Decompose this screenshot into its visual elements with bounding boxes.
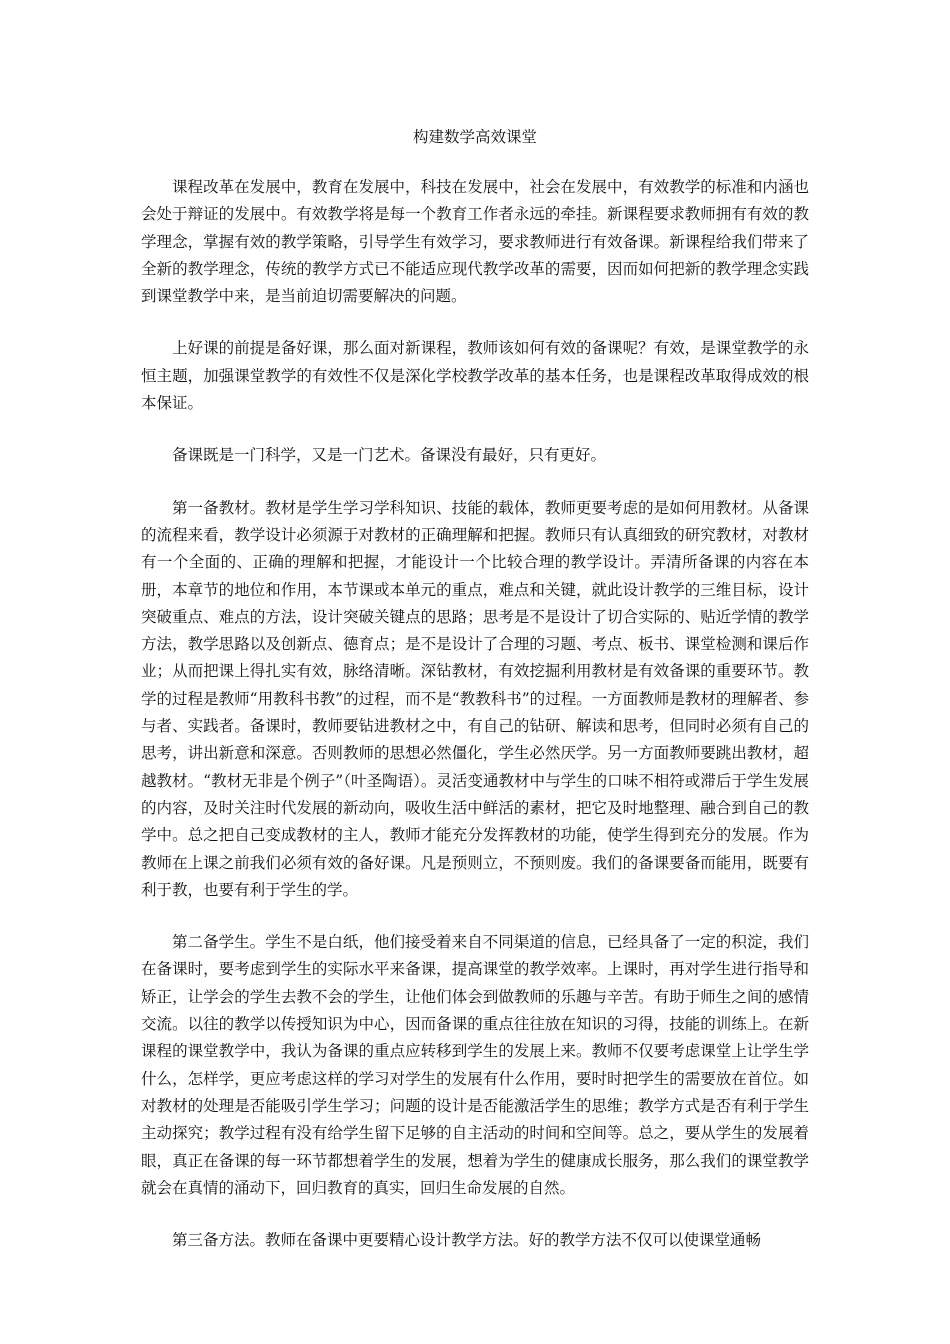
paragraph-students: 第二备学生。学生不是白纸，他们接受着来自不同渠道的信息，已经具备了一定的积淀，我们在备课时，要考虑到学生的实际水平来备课，提高课堂的教学效率。上课时，再对学生进行指导和矫正，让学会的学生去教不会的学生，让他们体会到做教师的乐趣与辛苦。有助于师生之间的感情交流。以往的教学以传授知识为中心，因而备课的重点往往放在知识的习得，技能的训练上。在新课程的课堂教学中，我认为备课的重点应转移到学生的发展上来。教师不仅要考虑课堂上让学生学什么，怎样学，更应考虑这样的学习对学生的发展有什么作用，要时时把学生的需要放在首位。如对教材的处理是否能吸引学生学习；问题的设计是否能激活学生的思维；教学方式是否有利于学生主动探究；教学过程有没有给学生留下足够的自主活动的时间和空间等。总之，要从学生的发展着眼，真正在备课的每一环节都想着学生的发展，想着为学生的健康成长服务，那么我们的课堂教学就会在真情的涌动下，回归教育的真实，回归生命发展的自然。 — [141, 933, 809, 1197]
paragraph-methods: 第三备方法。教师在备课中更要精心设计教学方法。好的教学方法不仅可以使课堂通畅 — [172, 1231, 762, 1250]
document-body — [141, 174, 809, 1279]
paragraph-intro: 课程改革在发展中，教育在发展中，科技在发展中，社会在发展中，有效教学的标准和内涵也会处于辩证的发展中。有效教学将是每一个教育工作者永远的牵挂。新课程要求教师拥有有效的教学理念，掌握有效的教学策略，引导学生有效学习，要求教师进行有效备课。新课程给我们带来了全新的教学理念，传统的教学方式已不能适应现代教学改革的需要，因而如何把新的教学理念实践到课堂教学中来，是当前迫切需要解决的问题。 — [141, 178, 809, 306]
paragraph-premise: 上好课的前提是备好课，那么面对新课程，教师该如何有效的备课呢？有效，是课堂教学的永恒主题，加强课堂教学的有效性不仅是深化学校教学改革的基本任务，也是课程改革取得成效的根本保证。 — [141, 339, 809, 413]
paragraph-science-art: 备课既是一门科学，又是一门艺术。备课没有最好，只有更好。 — [172, 446, 607, 465]
document-title: 构建数学高效课堂 — [412, 128, 537, 146]
paragraph-textbook: 第一备教材。教材是学生学习学科知识、技能的载体，教师更要考虑的是如何用教材。从备课的流程来看，教学设计必须源于对教材的正确理解和把握。教师只有认真细致的研究教材，对教材有一个全面的、正确的理解和把握，才能设计一个比较合理的教学设计。弄清所备课的内容在本册，本章节的地位和作用，本节课或本单元的重点，难点和关键，就此设计教学的三维目标，设计突破重点、难点的方法，设计突破关键点的思路；思考是不是设计了切合实际的、贴近学情的教学方法，教学思路以及创新点、德育点；是不是设计了合理的习题、考点、板书、课堂检测和课后作业；从而把课上得扎实有效，脉络清晰。深钻教材，有效挖掘利用教材是有效备课的重要环节。教学的过程是教师“用教科书教”的过程，而不是“教教科书”的过程。一方面教师是教材的理解者、参与者、实践者。备课时，教师要钻进教材之中，有自己的钻研、解读和思考，但同时必须有自己的思考，讲出新意和深意。否则教师的思想必然僵化，学生必然厌学。另一方面教师要跳出教材，超越教材。“教材无非是个例子”（叶圣陶语）。灵活变通教材中与学生的口味不相符或滞后于学生发展的内容，及时关注时代发展的新动向，吸收生活中鲜活的素材，把它及时地整理、融合到自己的教学中。总之把自己变成教材的主人，教师才能充分发挥教材的功能，使学生得到充分的发展。作为教师在上课之前我们必须有效的备好课。凡是预则立，不预则废。我们的备课要备而能用，既要有利于教，也要有利于学生的学。 — [141, 498, 809, 899]
